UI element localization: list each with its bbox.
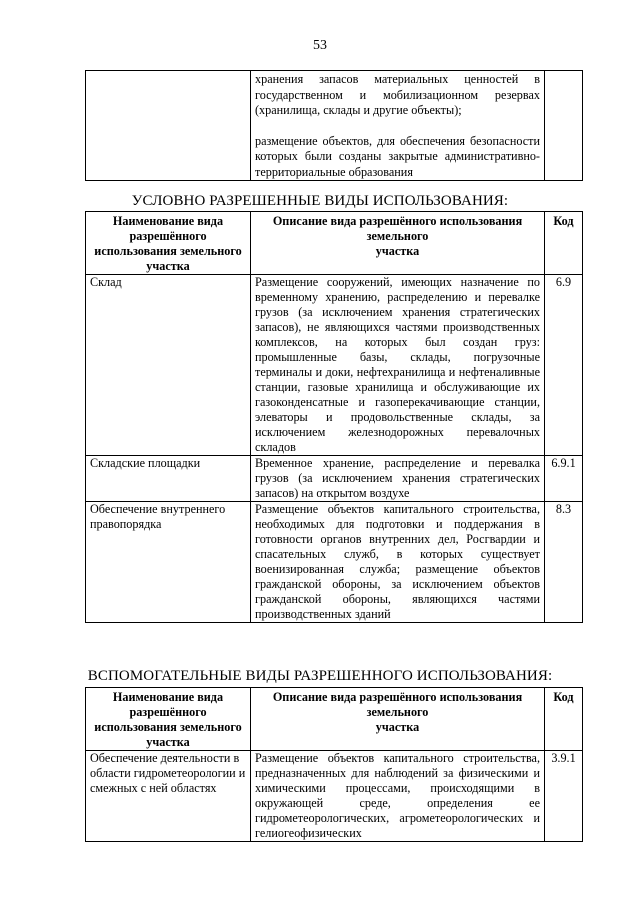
table-row [86,502,583,623]
page-number: 53 [313,38,327,53]
row-name: Обеспечение внутреннего правопорядка [86,502,251,623]
row-description: Размещение объектов капитального строительства, необходимых для подготовки и поддержания в готовности органов внутренних дел, Росгвардии и спасательных служб, в которых существует военизированная служба; размещение объектов гражданской обороны, за исключением объектов гражданской обороны, являющихся частями производственных зданий [251,502,545,623]
row-description: Размещение сооружений, имеющих назначение по временному хранению, распределению и перевалке грузов (за исключением хранения стратегических запасов), не являющихся частями производственных комплексов, на которых был создан груз: промышленные базы, склады, погрузочные терминалы и доки, нефтехранилища и нефтеналивные станции, газовые хранилища и обслуживающие их газоконденсатные и газоперекачивающие станции, элеваторы и продовольственные склады, за исключением железнодорожных перевалочных складов [251,275,545,456]
conditional-section-title: УСЛОВНО РАЗРЕШЕННЫЕ ВИДЫ ИСПОЛЬЗОВАНИЯ: [131,193,509,209]
auxiliary-uses-table [85,687,583,842]
header-description-line2: участка [375,244,420,258]
empty-name-cell [86,71,251,181]
header-description [251,688,545,751]
header-code: Код [545,688,583,751]
header-description [251,212,545,275]
table-row [86,456,583,502]
empty-code-cell [545,71,583,181]
table-row [86,71,583,181]
table-header-row [86,212,583,275]
row-description: Размещение объектов капитального строительства, предназначенных для наблюдений за физическими и химическими процессами, происходящими в окружающей среде, определения ее гидрометеорологических, агрометеорологических и гелиогеофизических [251,751,545,842]
row-code: 6.9 [545,275,583,456]
row-description: Временное хранение, распределение и перевалка грузов (за исключением хранения стратегических запасов) на открытом воздухе [251,456,545,502]
table-header-row [86,688,583,751]
table-row [86,275,583,456]
row-code: 8.3 [545,502,583,623]
row-name: Обеспечение деятельности в области гидрометеорологии и смежных с ней областях [86,751,251,842]
table-row [86,751,583,842]
header-description-line2: участка [375,720,420,734]
header-code: Код [545,212,583,275]
header-name: Наименование вида разрешённого использования земельного участка [86,688,251,751]
conditional-uses-table [85,211,583,623]
continuation-paragraph: размещение объектов, для обеспечения безопасности которых были созданы закрытые административно-территориальные образования [255,133,540,179]
header-name: Наименование вида разрешённого использования земельного участка [86,212,251,275]
row-code: 6.9.1 [545,456,583,502]
header-description-line1: Описание вида разрешённого использования земельного [272,214,523,243]
row-code: 3.9.1 [545,751,583,842]
paragraph-gap [255,119,540,134]
header-description-line1: Описание вида разрешённого использования земельного [272,690,523,719]
continuation-table [85,70,583,181]
row-name: Складские площадки [86,456,251,502]
continuation-description [251,71,545,181]
row-name: Склад [86,275,251,456]
auxiliary-section-title: ВСПОМОГАТЕЛЬНЫЕ ВИДЫ РАЗРЕШЕННОГО ИСПОЛЬЗОВАНИЯ: [87,668,553,684]
continuation-paragraph: хранения запасов материальных ценностей в государственном и мобилизационном резервах (хранилища, склады и другие объекты); [255,72,540,117]
